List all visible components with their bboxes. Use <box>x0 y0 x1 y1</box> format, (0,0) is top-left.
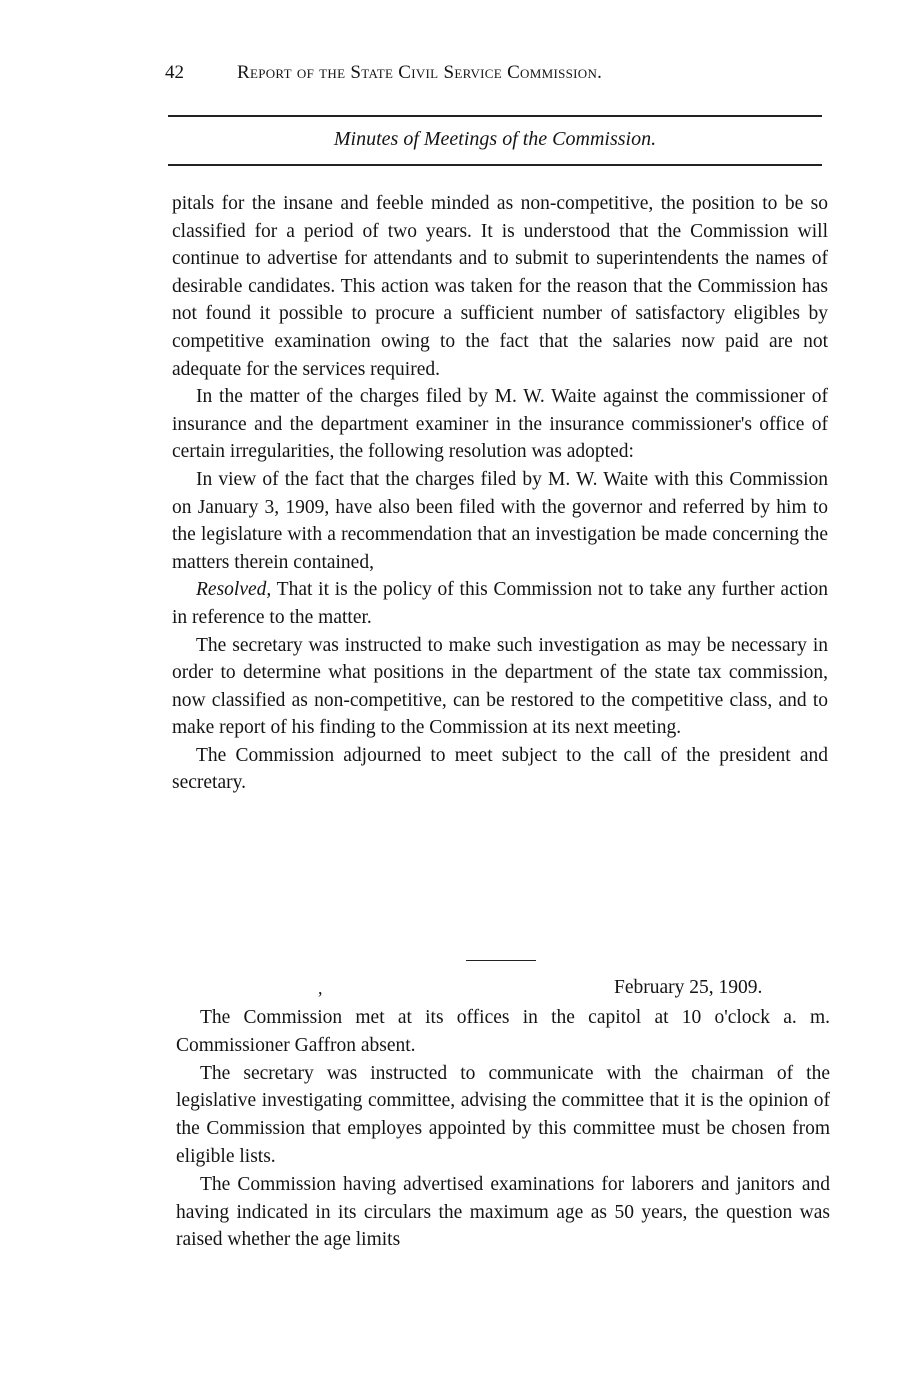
running-title: Report of the State Civil Service Commission. <box>237 62 603 83</box>
resolved-label: Resolved, <box>196 579 272 601</box>
paragraph-resolution <box>172 576 828 631</box>
header-rule-bottom <box>168 164 822 166</box>
paragraph-waite-charges: In the matter of the charges filed by M. W. Waite against the commissioner of insurance and the department examiner in the insurance commissioner's office of certain irregularities, the following resolution was adopted: <box>172 386 828 463</box>
paragraph-continued: pitals for the insane and feeble minded as non-competitive, the position to be so classified for a period of two years. It is understood that the Commission will continue to advertise for attendants and to submit to superintendents the names of desirable candidates. This action was taken for the reason that the Commission has not found it possible to procure a sufficient number of satisfactory eligibles by competitive examination owing to the fact that the salaries now paid are not adequate for the services required. <box>172 193 828 380</box>
resolution-text: That it is the policy of this Commission not to take any further action in reference to the matter. <box>172 579 828 628</box>
section-divider <box>466 960 536 961</box>
minutes-body <box>172 190 828 797</box>
meeting-date: February 25, 1909. <box>614 977 763 998</box>
page-number: 42 <box>165 62 184 83</box>
running-head <box>165 58 825 88</box>
section-heading: Minutes of Meetings of the Commission. <box>333 128 657 150</box>
header-rule-top <box>168 115 822 117</box>
paragraph-meeting-opened: The Commission met at its offices in the capitol at 10 o'clock a. m. Commissioner Gaffron absent. <box>176 1007 830 1056</box>
stray-mark: , <box>318 978 323 998</box>
paragraph-tax-commission: The secretary was instructed to make such investigation as may be necessary in order to determine what positions in the department of the state tax commission, now classified as non-competitive, can be restored to the competitive class, and to make report of his finding to the Commission at its next meeting. <box>172 634 828 739</box>
paragraph-adjourned: The Commission adjourned to meet subject to the call of the president and secretary. <box>172 744 828 794</box>
paragraph-age-limits: The Commission having advertised examinations for laborers and janitors and having indicated in its circulars the maximum age as 50 years, the question was raised whether the age limits <box>176 1173 830 1251</box>
paragraph-legislative-committee: The secretary was instructed to communicate with the chairman of the legislative investigating committee, advising the committee that it is the opinion of the Commission that employes appointed by this committee must be chosen from eligible lists. <box>176 1062 830 1167</box>
next-meeting-body <box>176 1004 830 1254</box>
paragraph-whereas: In view of the fact that the charges filed by M. W. Waite with this Commission on January 3, 1909, have also been filed with the governor and referred by him to the legislature with a recommendation that an investigation be made concerning the matters therein contained, <box>172 468 828 573</box>
